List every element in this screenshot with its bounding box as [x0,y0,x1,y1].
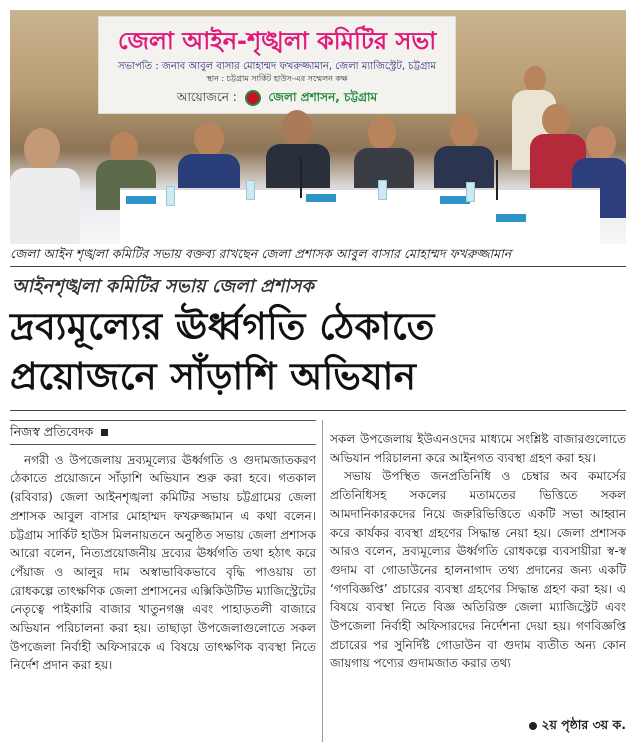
water-bottle [378,180,387,200]
banner-organizer [107,89,447,109]
continuation-note [529,717,626,737]
water-bottle [246,180,255,200]
nameplate [126,196,156,204]
government-seal-icon [245,90,261,106]
water-bottle [466,182,475,202]
nameplate [306,194,336,202]
banner-org-prefix: আয়োজনে : [176,90,237,104]
banner-title: জেলা আইন-শৃঙ্খলা কমিটির সভা [117,27,437,55]
nameplate [496,214,526,222]
microphone-icon [496,160,498,200]
photo-caption: জেলা আইন শৃঙ্খলা কমিটির সভায় বক্তব্য রাখছেন জেলা প্রশাসক আবুল বাসার মোহাম্মদ ফখরুজ্জামান [10,246,512,261]
article-column-left [10,420,316,675]
column-divider [322,420,323,742]
banner-chair-text: সভাপতি : জনাব আবুল বাসার মোহাম্মদ ফখরুজ্জামান, জেলা ম্যাজিস্ট্রেট, চট্টগ্রাম [118,61,436,72]
square-bullet-icon [101,429,108,436]
kicker-headline: আইনশৃঙ্খলা কমিটির সভায় জেলা প্রশাসক [12,276,314,297]
headline-line-1: দ্রব্যমূল্যের ঊর্ধ্বগতি ঠেকাতে [10,305,435,348]
water-bottle [166,186,175,206]
microphone-icon [300,158,302,198]
article-column-right [330,430,626,673]
paragraph: নগরী ও উপজেলায় দ্রব্যমূল্যের ঊর্ধ্বগতি ও গুদামজাতকরণ ঠেকাতে প্রয়োজনে সাঁড়াশি অভিযান শুরু করা হবে। গতকাল (রবিবার) জেলা আইনশৃঙ্খলা কমিটির সভায় চট্টগ্রামের জেলা প্রশাসক আবুল বাসার মোহাম্মদ ফখরুজ্জামান এ কথা বলেন। চট্টগ্রাম সার্কিট হাউস মিলনায়তনে অনুষ্ঠিত সভায় জেলা প্রশাসক আরো বলেন, নিত্যপ্রয়োজনীয় দ্রব্যের ঊর্ধ্বগতি তথা হঠাৎ করে পেঁয়াজ ও আলুর দাম অস্বাভাবিকভাবে বৃদ্ধি পাওয়ায় তা রোধকল্পে তাৎক্ষণিক জেলা প্রশাসনের এক্সিকিউটিভ ম্যাজিস্ট্রেটের নেতৃত্বে পাইকারি বাজার খাতুনগঞ্জ এবং পাহাড়তলী বাজারে অভিযান পরিচালনা করা হয়। তাছাড়া উপজেলাগুলোতে সকল উপজেলা নির্বাহী অফিসারকে এ বিষয়ে তাৎক্ষণিক ব্যবস্থা নিতে নির্দেশ প্রদান করা হয়। [10,452,316,673]
byline [10,420,316,445]
main-headline [10,302,626,402]
headline-line-2: প্রয়োজনে সাঁড়াশি অভিযান [10,355,417,398]
continuation-text: ২য় পৃষ্ঠার ৩য় ক. [541,717,626,732]
banner-venue-text: স্থান : চট্টগ্রাম সার্কিট হাউস-এর সম্মেলন কক্ষ [206,74,348,83]
meeting-table [120,188,600,244]
meeting-banner [98,16,456,114]
bullet-icon [529,722,537,730]
paragraph: সভায় উপস্থিত জনপ্রতিনিধি ও চেম্বার অব কমার্সের প্রতিনিধিসহ সকলের মতামতের ভিত্তিতে সকল আমদানিকারকদের নিয়ে জরুরিভিত্তিতে একটি সভা আহ্বান করে কার্যকর ব্যবস্থা গ্রহণের সিদ্ধান্ত নেয়া হয়। জেলা প্রশাসক আরও বলেন, দ্রব্যমূল্যের ঊর্ধ্বগতি রোধকল্পে ব্যবসায়ীরা স্ব-স্ব গুদাম বা গোডাউনের হালনাগাদ তথ্য প্রদানের জন্য একটি ‘গণবিজ্ঞপ্তি’ প্রচারের ব্যবস্থা গ্রহণের সিদ্ধান্ত গ্রহণ করা হয়। এ বিষয়ে ব্যবস্থা নিতে বিজ্ঞ অতিরিক্ত জেলা ম্যাজিস্ট্রেট এবং উপজেলা নির্বাহী অফিসারদের নির্দেশনা দেয়া হয়। গণবিজ্ঞপ্তি প্রচারের পর সুনির্দিষ্ট গোডাউন বা গুদাম ব্যতীত অন্য কোন জায়গায় পণ্যের গুদামজাত করার তথ্য [330,469,626,671]
byline-text: নিজস্ব প্রতিবেদক [10,424,94,439]
divider [10,410,626,411]
paragraph: সকল উপজেলায় ইউএনওদের মাধ্যমে সংশ্লিষ্ট বাজারগুলোতে অভিযান পরিচালনা করে আইনগত ব্যবস্থা গ্রহণ করা হয়। [330,432,626,465]
banner-org-name: জেলা প্রশাসন, চট্টগ্রাম [268,90,378,104]
news-photo [10,10,626,244]
divider [10,266,626,267]
